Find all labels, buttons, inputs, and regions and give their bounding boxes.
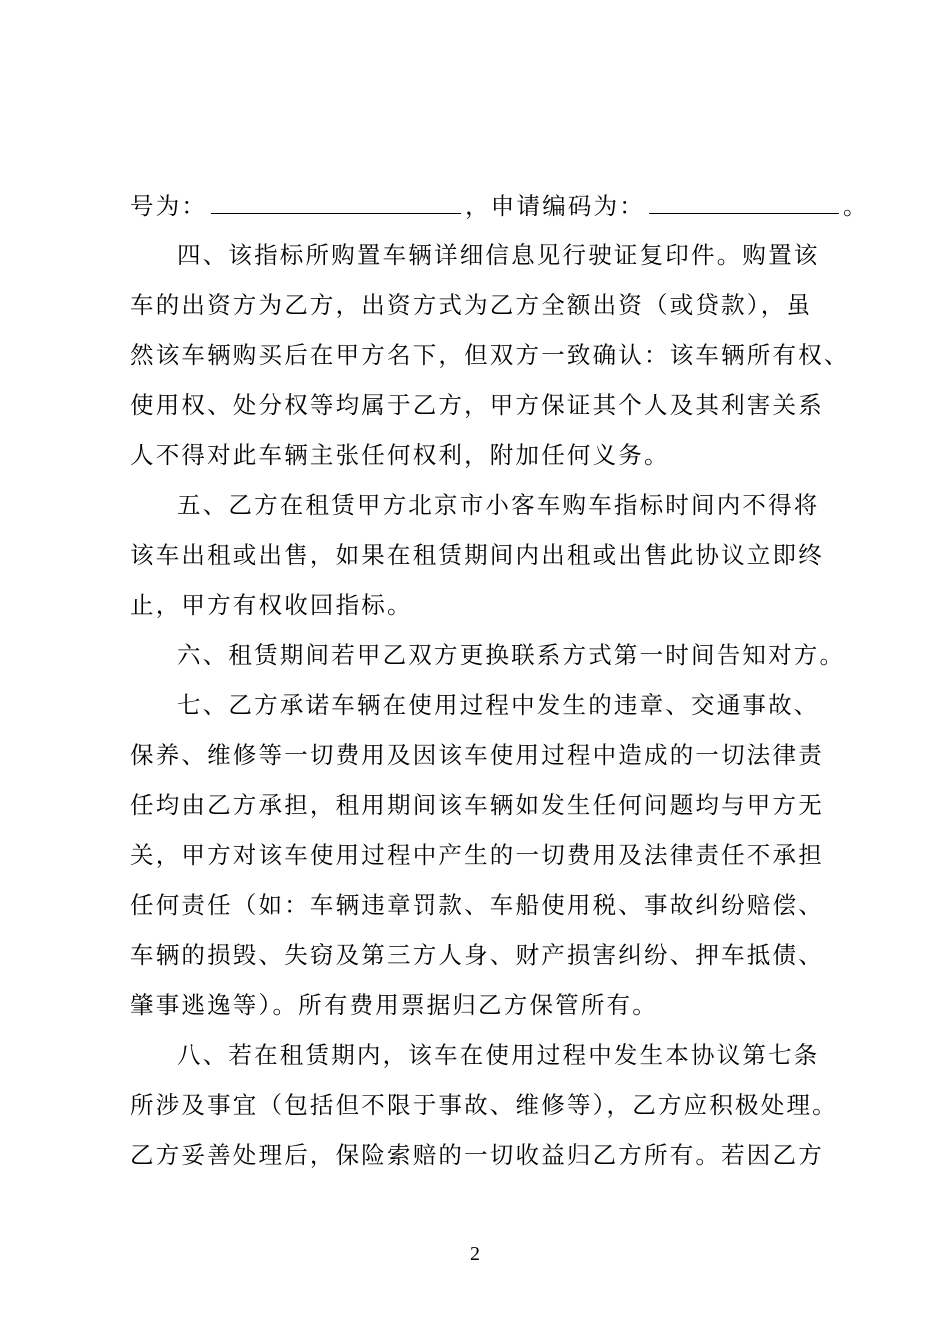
clause-6-line-1: 六、租赁期间若甲乙双方更换联系方式第一时间告知对方。 <box>177 641 846 669</box>
clause-7-line-3: 任均由乙方承担，租用期间该车辆如发生任何问题均与甲方无 <box>130 791 824 819</box>
blank-application-code-field <box>649 193 839 214</box>
clause-7-line-4: 关，甲方对该车使用过程中产生的一切费用及法律责任不承担 <box>130 841 824 869</box>
label-number: 号为： <box>130 192 208 220</box>
clause-8-line-3: 乙方妥善处理后，保险索赔的一切收益归乙方所有。若因乙方 <box>130 1141 824 1169</box>
line-end-period: 。 <box>843 192 869 220</box>
clause-8-line-2: 所涉及事宜（包括但不限于事故、维修等），乙方应积极处理。 <box>130 1091 838 1119</box>
clause-7-line-7: 肇事逃逸等）。所有费用票据归乙方保管所有。 <box>130 991 658 1019</box>
clause-5-line-3: 止，甲方有权收回指标。 <box>130 591 413 619</box>
clause-5-line-2: 该车出租或出售，如果在租赁期间内出租或出售此协议立即终 <box>130 541 824 569</box>
clause-7-line-2: 保养、维修等一切费用及因该车使用过程中造成的一切法律责 <box>130 741 824 769</box>
clause-5-line-1: 五、乙方在租赁甲方北京市小客车购车指标时间内不得将 <box>177 491 820 519</box>
clause-4-line-2: 车的出资方为乙方，出资方式为乙方全额出资（或贷款），虽 <box>130 291 813 319</box>
clause-4-line-5: 人不得对此车辆主张任何权利，附加任何义务。 <box>130 441 670 469</box>
label-application-code: ，申请编码为： <box>465 192 646 220</box>
clause-4-line-1: 四、该指标所购置车辆详细信息见行驶证复印件。购置该 <box>177 241 820 269</box>
text-line-1 <box>130 191 869 221</box>
clause-4-line-4: 使用权、处分权等均属于乙方，甲方保证其个人及其利害关系 <box>130 391 824 419</box>
clause-4-line-3: 然该车辆购买后在甲方名下，但双方一致确认：该车辆所有权、 <box>130 341 850 369</box>
clause-7-line-1: 七、乙方承诺车辆在使用过程中发生的违章、交通事故、 <box>177 691 820 719</box>
blank-number-field <box>211 193 461 214</box>
clause-7-line-6: 车辆的损毁、失窃及第三方人身、财产损害纠纷、押车抵债、 <box>130 941 824 969</box>
clause-8-line-1: 八、若在租赁期内，该车在使用过程中发生本协议第七条 <box>177 1041 820 1069</box>
clause-7-line-5: 任何责任（如：车辆违章罚款、车船使用税、事故纠纷赔偿、 <box>130 891 824 919</box>
page-number: 2 <box>470 1243 480 1265</box>
